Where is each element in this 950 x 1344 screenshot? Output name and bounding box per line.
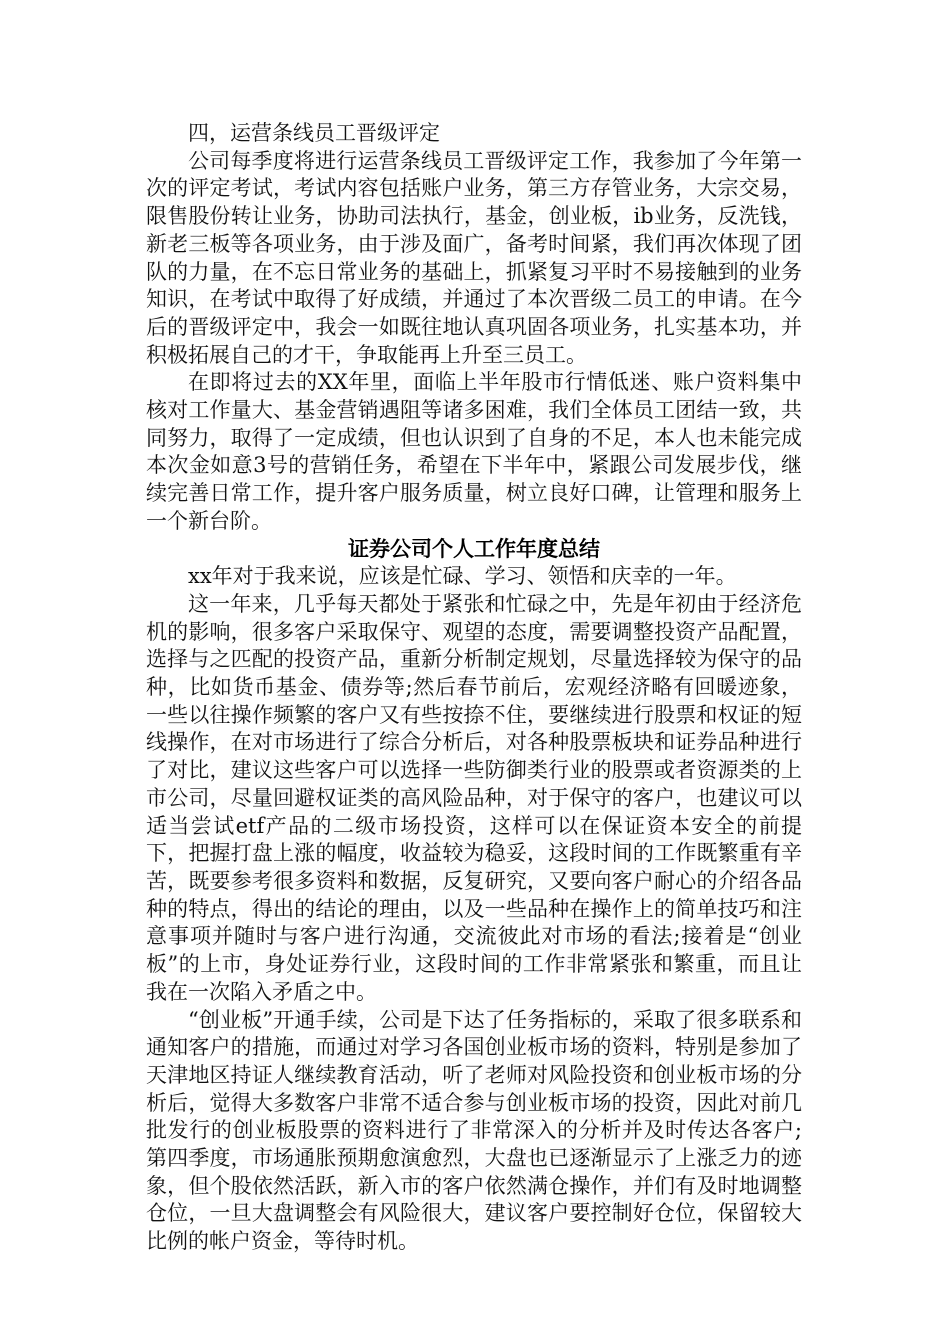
document-page (146, 120, 802, 1256)
paragraph: xx年对于我来说，应该是忙碌、学习、领悟和庆幸的一年。 (188, 564, 737, 589)
document-title: 证券公司个人工作年度总结 (348, 536, 600, 561)
section-heading: 四，运营条线员工晋级评定 (188, 121, 440, 145)
paragraph: 在即将过去的XX年里，面临上半年股市行情低迷、账户资料集中核对工作量大、基金营销遇阻等诸多困难，我们全体员工团结一致，共同努力，取得了一定成绩，但也认识到了自身的不足，本人也未能完成本次金如意3号的营销任务，希望在下半年中，紧跟公司发展步伐，继续完善日常工作，提升客户服务质量，树立良好口碑，让管理和服务上一个新台阶。 (146, 370, 802, 533)
paragraph: “创业板”开通手续，公司是下达了任务指标的，采取了很多联系和通知客户的措施，而通过对学习各国创业板市场的资料，特别是参加了天津地区持证人继续教育活动，听了老师对风险投资和创业板市场的分析后，觉得大多数客户非常不适合参与创业板市场的投资，因此对前几批发行的创业板股票的资料进行了非常深入的分析并及时传达各客户;第四季度，市场通胀预期愈演愈烈，大盘也已逐渐显示了上涨乏力的迹象，但个股依然活跃，新入市的客户依然满仓操作，并们有及时地调整仓位，一旦大盘调整会有风险很大，建议客户要控制好仓位，保留较大比例的帐户资金，等待时机。 (146, 1007, 802, 1254)
paragraph: 这一年来，几乎每天都处于紧张和忙碌之中，先是年初由于经济危机的影响，很多客户采取保守、观望的态度，需要调整投资产品配置，选择与之匹配的投资产品，重新分析制定规划，尽量选择较为保守的品种，比如货币基金、债券等;然后春节前后，宏观经济略有回暖迹象，一些以往操作频繁的客户又有些按捺不住，要继续进行股票和权证的短线操作，在对市场进行了综合分析后，对各种股票板块和证券品种进行了对比，建议这些客户可以选择一些防御类行业的股票或者资源类的上市公司，尽量回避权证类的高风险品种，对于保守的客户，也建议可以适当尝试etf产品的二级市场投资，这样可以在保证资本安全的前提下，把握打盘上涨的幅度，收益较为稳妥，这段时间的工作既繁重有辛苦，既要参考很多资料和数据，反复研究，又要向客户耐心的介绍各品种的特点，得出的结论的理由，以及一些品种在操作上的简单技巧和注意事项并随时与客户进行沟通，交流彼此对市场的看法;接着是“创业板”的上市，身处证券行业，这段时间的工作非常紧张和繁重，而且让我在一次陷入矛盾之中。 (146, 591, 802, 1004)
paragraph: 公司每季度将进行运营条线员工晋级评定工作，我参加了今年第一次的评定考试，考试内容包括账户业务，第三方存管业务，大宗交易，限售股份转让业务，协助司法执行，基金，创业板，ib业务，反洗钱，新老三板等各项业务，由于涉及面广，备考时间紧，我们再次体现了团队的力量，在不忘日常业务的基础上，抓紧复习平时不易接触到的业务知识，在考试中取得了好成绩，并通过了本次晋级二员工的申请。在今后的晋级评定中，我会一如既往地认真巩固各项业务，扎实基本功，并积极拓展自己的才干，争取能再上升至三员工。 (146, 148, 802, 367)
